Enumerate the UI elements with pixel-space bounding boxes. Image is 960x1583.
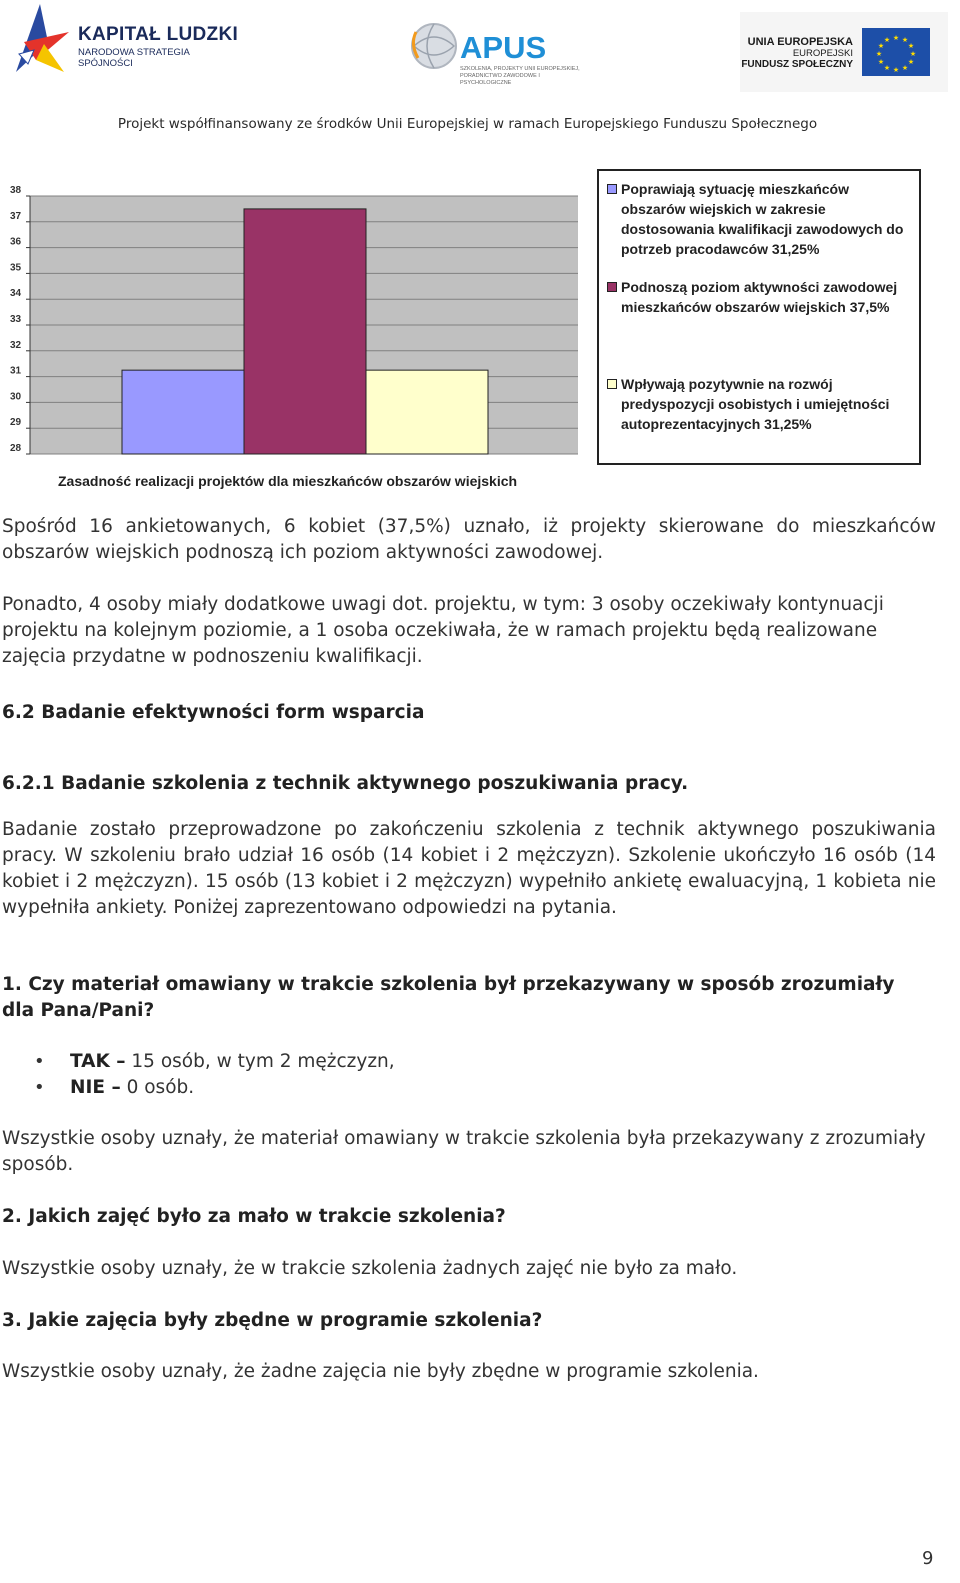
apus-logo (408, 18, 578, 84)
kapital-ludzki-subtitle: NARODOWA STRATEGIA SPÓJNOŚCI (78, 47, 190, 69)
apus-globe-icon (408, 18, 458, 74)
paragraph-1: Spośród 16 ankietowanych, 6 kobiet (37,5%) uznało, iż projekty skierowane do mieszkańców obszarów wiejskich podnoszą ich poziom aktywności zawodowej. (2, 516, 936, 563)
chart-title: Zasadność realizacji projektów dla mieszkańców obszarów wiejskich (58, 473, 518, 489)
answer-1: Wszystkie osoby uznały, że materiał omawiany w trakcie szkolenia była przekazywany z zrozumiały sposób. (2, 1128, 926, 1175)
answer-2: Wszystkie osoby uznały, że w trakcie szkolenia żadnych zajęć nie było za mało. (2, 1258, 738, 1279)
question-3: 3. Jakie zajęcia były zbędne w programie szkolenia? (2, 1310, 543, 1331)
y-tick-label: 28 (10, 443, 22, 454)
bullet-icon: • (34, 1077, 45, 1098)
question-2: 2. Jakich zajęć było za mało w trakcie szkolenia? (2, 1206, 506, 1227)
kapital-ludzki-title: KAPITAŁ LUDZKI (78, 24, 239, 45)
svg-text:★: ★ (901, 36, 909, 44)
heading-6-2: 6.2 Badanie efektywności form wsparcia (2, 702, 425, 723)
bar-3 (366, 370, 488, 454)
legend-label-2: Podnoszą poziom aktywności zawodowej mieszkańców obszarów wiejskich 37,5% (621, 279, 898, 315)
question-1: 1. Czy materiał omawiany w trakcie szkolenia był przekazywany w sposób zrozumiały dla Pana/Pani? (2, 974, 895, 1021)
legend-label-3: Wpływają pozytywnie na rozwój predyspozycji osobistych i umiejętności autoprezentacyjnych 31,25% (621, 376, 890, 432)
answer-3: Wszystkie osoby uznały, że żadne zajęcia nie były zbędne w programie szkolenia. (2, 1361, 759, 1382)
y-tick-label: 34 (10, 288, 22, 300)
legend-swatch-1 (607, 184, 617, 194)
answer-text-nie: 0 osób. (120, 1077, 195, 1098)
answer-label-tak: TAK – (70, 1051, 126, 1072)
svg-text:★: ★ (875, 50, 883, 58)
svg-text:★: ★ (883, 64, 891, 72)
project-funding-line: Projekt współfinansowany ze środków Unii Europejskiej w ramach Europejskiego Funduszu Społecznego (117, 116, 818, 132)
y-tick-label: 35 (10, 262, 22, 274)
page-number: 9 (922, 1548, 934, 1569)
paragraph-3: Badanie zostało przeprowadzone po zakończeniu szkolenia z technik aktywnego poszukiwania pracy. W szkoleniu brało udział 16 osób (14 kobiet i 2 mężczyzn). Szkolenie ukończyło 16 osób (14 kobiet i 2 mężczyzn). 15 osób (13 kobiet i 2 mężczyzn) wypełniło ankietę ewaluacyjną, 1 kobieta nie wypełniła ankiety. Poniżej zaprezentowano odpowiedzi na pytania. (2, 819, 936, 918)
answer-label-nie: NIE – (70, 1077, 121, 1098)
svg-text:★: ★ (907, 58, 915, 66)
y-axis-ticks (10, 185, 30, 454)
svg-text:★: ★ (901, 64, 909, 72)
legend-swatch-3 (607, 379, 617, 389)
y-tick-label: 32 (10, 339, 22, 351)
paragraph-2: Ponadto, 4 osoby miały dodatkowe uwagi dot. projektu, w tym: 3 osoby oczekiwały kontynuacji projektu na kolejnym poziomie, a 1 osoba oczekiwała, że w ramach projektu będą realizowane zajęcia przydatne w podnoszeniu kwalifikacji. (2, 594, 884, 667)
bullet-icon: • (34, 1051, 45, 1072)
svg-text:★: ★ (907, 42, 915, 50)
eu-logo-line-3: FUNDUSZ SPOŁECZNY (741, 59, 853, 70)
legend-swatch-2 (607, 282, 617, 292)
legend-label-1: Poprawiają sytuację mieszkańców obszarów wiejskich w zakresie dostosowania kwalifikacji zawodowych do potrzeb pracodawców 31,25% (621, 181, 904, 257)
svg-text:★: ★ (883, 36, 891, 44)
kapital-ludzki-logo (14, 2, 244, 78)
apus-tagline: SZKOLENIA, PROJEKTY UNII EUROPEJSKIEJ, PORADNICTWO ZAWODOWE I PSYCHOLOGICZNE (460, 66, 580, 86)
y-tick-label: 31 (10, 365, 22, 377)
apus-wordmark: APUS (460, 30, 547, 65)
answer-text-tak: 15 osób, w tym 2 mężczyzn, (125, 1051, 395, 1072)
bar-1 (122, 370, 244, 454)
y-tick-label: 37 (10, 210, 22, 222)
eu-logo (740, 12, 948, 92)
svg-text:★: ★ (892, 66, 900, 74)
eu-logo-line-2: EUROPEJSKI (792, 48, 853, 59)
chart-legend (597, 169, 921, 465)
y-tick-label: 38 (10, 185, 22, 196)
svg-text:★: ★ (892, 34, 900, 42)
heading-6-2-1: 6.2.1 Badanie szkolenia z technik aktywnego poszukiwania pracy. (2, 773, 689, 794)
y-tick-label: 33 (10, 314, 22, 325)
eu-flag-icon (862, 28, 930, 76)
svg-text:★: ★ (909, 50, 917, 58)
kapital-ludzki-emblem-icon (14, 2, 74, 78)
svg-text:★: ★ (877, 42, 885, 50)
y-tick-label: 36 (10, 236, 22, 248)
bar-2 (244, 209, 366, 454)
eu-logo-line-1: UNIA EUROPEJSKA (747, 36, 853, 48)
y-tick-label: 29 (10, 417, 22, 429)
y-tick-label: 30 (10, 391, 22, 403)
svg-text:★: ★ (877, 58, 885, 66)
